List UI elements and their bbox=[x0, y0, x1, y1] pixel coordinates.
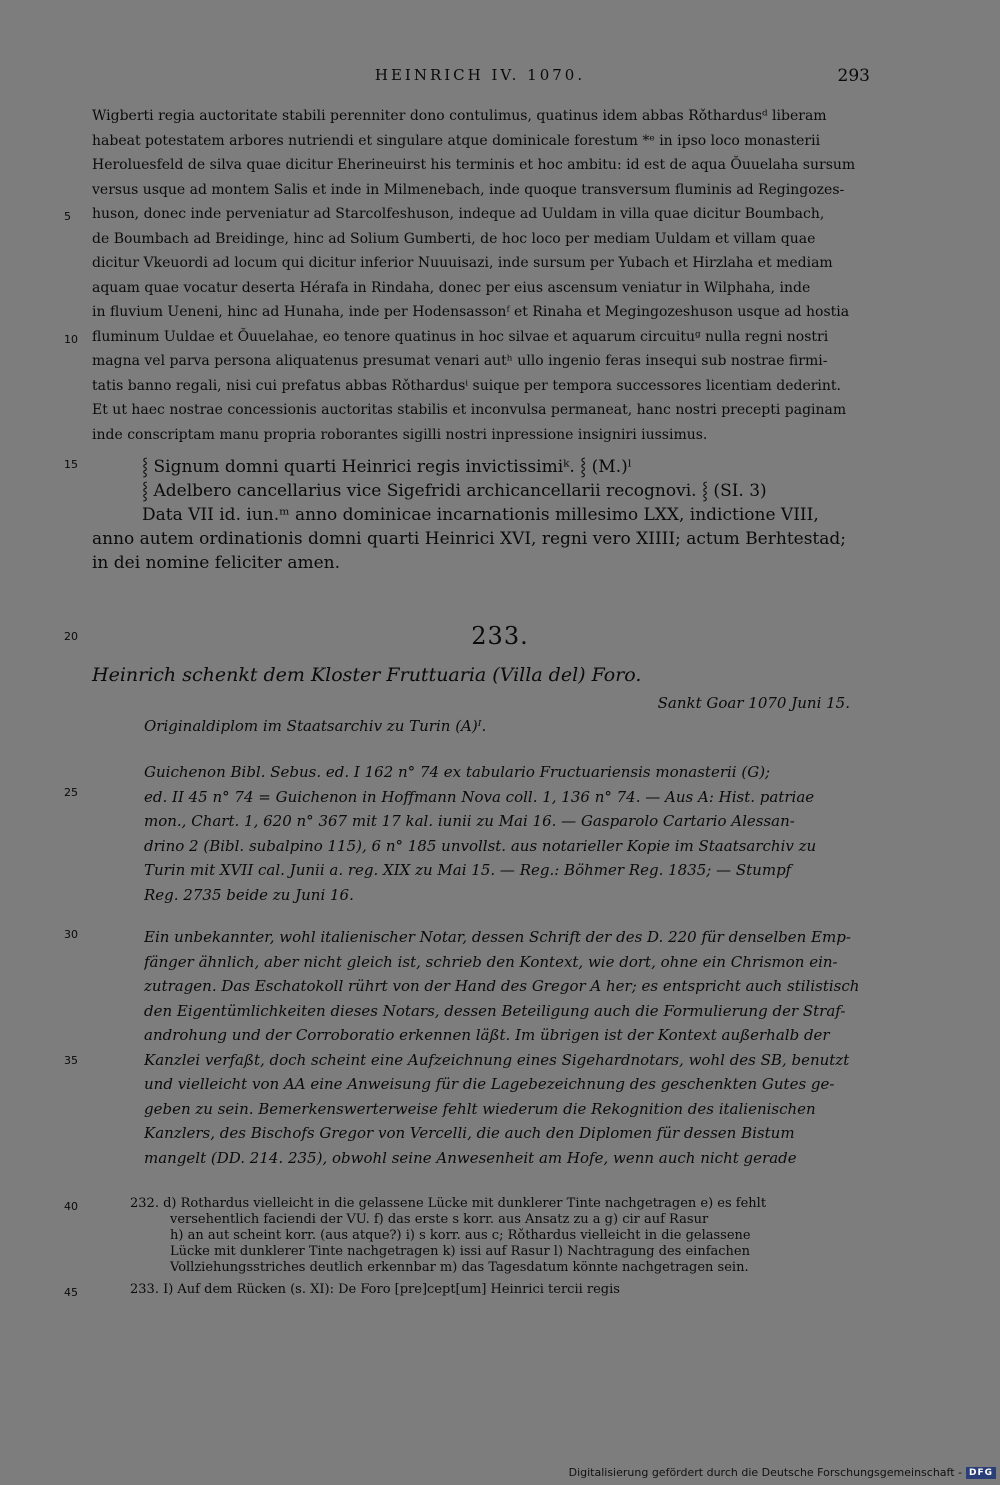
bibliography-line: Reg. 2735 beide zu Juni 16. bbox=[144, 885, 354, 904]
text-line: Wigberti regia auctoritate stabili perenniter dono contulimus, quatinus idem abbas Rǒthardusᵈ liberam bbox=[92, 108, 827, 124]
commentary-line: Kanzlers, des Bischofs Gregor von Vercelli, die auch den Diplomen für dessen Bistum bbox=[144, 1124, 795, 1142]
recognition-line: ⸾ Adelbero cancellarius vice Sigefridi archicancellarii recognovi. ⸾ (SI. 3) bbox=[142, 481, 767, 501]
commentary-line: fänger ähnlich, aber nicht gleich ist, schrieb den Kontext, wie dort, ohne ein Chrismon ein- bbox=[144, 952, 838, 971]
commentary bbox=[144, 925, 870, 1170]
line-number: 25 bbox=[64, 786, 78, 799]
commentary-line: androhung und der Corroboratio erkennen läßt. Im übrigen ist der Kontext außerhalb der bbox=[144, 1026, 830, 1044]
bibliography bbox=[144, 760, 870, 907]
bibliography-line: Guichenon Bibl. Sebus. ed. I 162 n° 74 ex tabulario Fructuariensis monasterii (G); bbox=[144, 763, 771, 781]
charter-text bbox=[92, 104, 868, 447]
line-number: 40 bbox=[64, 1200, 78, 1213]
document-number: 233. bbox=[471, 622, 529, 650]
bibliography-line: Turin mit XVII cal. Junii a. reg. XIX zu Mai 15. — Reg.: Böhmer Reg. 1835; — Stumpf bbox=[144, 861, 792, 879]
line-number: 5 bbox=[64, 210, 71, 223]
text-line: Heroluesfeld de silva quae dicitur Eherineuirst his terminis et hoc ambitu: id est de aqua Ŏuuelaha sursum bbox=[92, 157, 856, 173]
dating-line: in dei nomine feliciter amen. bbox=[92, 553, 341, 573]
footnote-line: versehentlich faciendi der VU. f) das erste s korr. aus Ansatz zu a g) cir auf Rasur bbox=[170, 1212, 709, 1227]
footnote-line: 232. d) Rothardus vielleicht in die gelassene Lücke mit dunklerer Tinte nachgetragen e) es fehlt bbox=[130, 1196, 767, 1211]
regest-heading: Heinrich schenkt dem Kloster Fruttuaria (Villa del) Foro. bbox=[92, 664, 642, 686]
line-number: 20 bbox=[64, 630, 78, 643]
commentary-line: Ein unbekannter, wohl italienischer Notar, dessen Schrift der des D. 220 für denselben Emp- bbox=[144, 928, 851, 946]
dfg-logo: DFG bbox=[966, 1467, 996, 1479]
text-line: habeat potestatem arbores nutriendi et singulare atque dominicale forestum *ᵉ in ipso loco monasterii bbox=[92, 132, 821, 149]
line-number: 35 bbox=[64, 1054, 78, 1067]
text-line: in fluvium Ueneni, hinc ad Hunaha, inde per Hodensassonᶠ et Rinaha et Megingozeshuson usque ad hostia bbox=[92, 304, 850, 320]
funding-notice bbox=[569, 1466, 996, 1479]
commentary-line: zutragen. Das Eschatokoll rührt von der Hand des Gregor A her; es entspricht auch stilistisch bbox=[144, 977, 860, 995]
footnote-line: Vollziehungsstriches deutlich erkennbar m) das Tagesdatum könnte nachgetragen sein. bbox=[170, 1260, 749, 1275]
text-line: Et ut haec nostrae concessionis auctoritas stabilis et inconvulsa permaneat, hanc nostri precepti paginam bbox=[92, 402, 847, 418]
commentary-line: den Eigentümlichkeiten dieses Notars, dessen Beteiligung auch die Formulierung der Straf- bbox=[144, 1001, 846, 1020]
running-title: HEINRICH IV. 1070. bbox=[374, 66, 586, 84]
bibliography-line: ed. II 45 n° 74 = Guichenon in Hoffmann Nova coll. 1, 136 n° 74. — Aus A: Hist. patriae bbox=[144, 787, 815, 806]
text-line: inde conscriptam manu propria roborantes sigilli nostri inpressione insigniri iussimus. bbox=[92, 426, 708, 443]
line-number: 45 bbox=[64, 1286, 78, 1299]
commentary-line: und vielleicht von AA eine Anweisung für die Lagebezeichnung des geschenkten Gutes ge- bbox=[144, 1075, 835, 1093]
text-line: fluminum Uuldae et Ŏuuelahae, eo tenore quatinus in hoc silvae et aquarum circuituᵍ nulla regni nostri bbox=[92, 328, 829, 345]
footnote-line: h) an aut scheint korr. (aus atque?) i) s korr. aus c; Rǒthardus vielleicht in die gelassene bbox=[170, 1228, 751, 1243]
footnote-line: Lücke mit dunklerer Tinte nachgetragen k) issi auf Rasur l) Nachtragung des einfachen bbox=[170, 1244, 750, 1259]
line-number: 10 bbox=[64, 333, 78, 346]
text-line: tatis banno regali, nisi cui prefatus abbas Rǒthardusⁱ suique per tempora successores licentiam dederint. bbox=[92, 377, 841, 394]
signum-line: ⸾ Signum domni quarti Heinrici regis invictissimiᵏ. ⸾ (M.)ˡ bbox=[142, 457, 632, 477]
text-line: aquam quae vocatur deserta Hérafa in Rindaha, donec per eius ascensum veniatur in Wilphaha, inde bbox=[92, 279, 811, 296]
line-number: 30 bbox=[64, 928, 78, 941]
text-line: huson, donec inde perveniatur ad Starcolfeshuson, indeque ad Uuldam in villa quae dicitur Boumbach, bbox=[92, 206, 825, 222]
commentary-line: Kanzlei verfaßt, doch scheint eine Aufzeichnung eines Sigehardnotars, wohl des SB, benutzt bbox=[144, 1050, 850, 1069]
commentary-line: mangelt (DD. 214. 235), obwohl seine Anwesenheit am Hofe, wenn auch nicht gerade bbox=[144, 1148, 797, 1167]
footnote-line: 233. I) Auf dem Rücken (s. XI): De Foro [pre]cept[um] Heinrici tercii regis bbox=[130, 1282, 620, 1297]
place-date: Sankt Goar 1070 Juni 15. bbox=[657, 694, 850, 712]
line-number: 15 bbox=[64, 458, 78, 471]
dating-line: Data VII id. iun.ᵐ anno dominicae incarnationis millesimo LXX, indictione VIII, bbox=[142, 505, 819, 525]
funding-text: Digitalisierung gefördert durch die Deutsche Forschungsgemeinschaft - bbox=[568, 1466, 962, 1479]
page-number: 293 bbox=[837, 66, 870, 86]
text-line: magna vel parva persona aliquatenus presumat venari autʰ ullo ingenio feras insequi sub nostrae firmi- bbox=[92, 353, 828, 369]
bibliography-line: mon., Chart. 1, 620 n° 367 mit 17 kal. iunii zu Mai 16. — Gasparolo Cartario Alessan- bbox=[144, 812, 795, 830]
commentary-line: geben zu sein. Bemerkenswerterweise fehlt wiederum die Rekognition des italienischen bbox=[144, 1099, 816, 1118]
eschatocol bbox=[92, 455, 868, 575]
dating-line: anno autem ordinationis domni quarti Heinrici XVI, regni vero XIIII; actum Berhtestad; bbox=[92, 529, 847, 549]
text-line: de Boumbach ad Breidinge, hinc ad Solium Gumberti, de hoc loco per mediam Uuldam et villam quae bbox=[92, 230, 816, 247]
bibliography-line: drino 2 (Bibl. subalpino 115), 6 n° 185 unvollst. aus notarieller Kopie im Staatsarchiv zu bbox=[144, 836, 817, 855]
original-source: Originaldiplom im Staatsarchiv zu Turin (A)ᴵ. bbox=[144, 717, 487, 735]
footnotes bbox=[130, 1196, 870, 1298]
text-line: versus usque ad montem Salis et inde in Milmenebach, inde quoque transversum fluminis ad Regingozes- bbox=[92, 181, 845, 198]
text-line: dicitur Vkeuordi ad locum qui dicitur inferior Nuuuisazi, inde sursum per Yubach et Hirzlaha et mediam bbox=[92, 255, 833, 271]
page-header bbox=[90, 66, 870, 88]
